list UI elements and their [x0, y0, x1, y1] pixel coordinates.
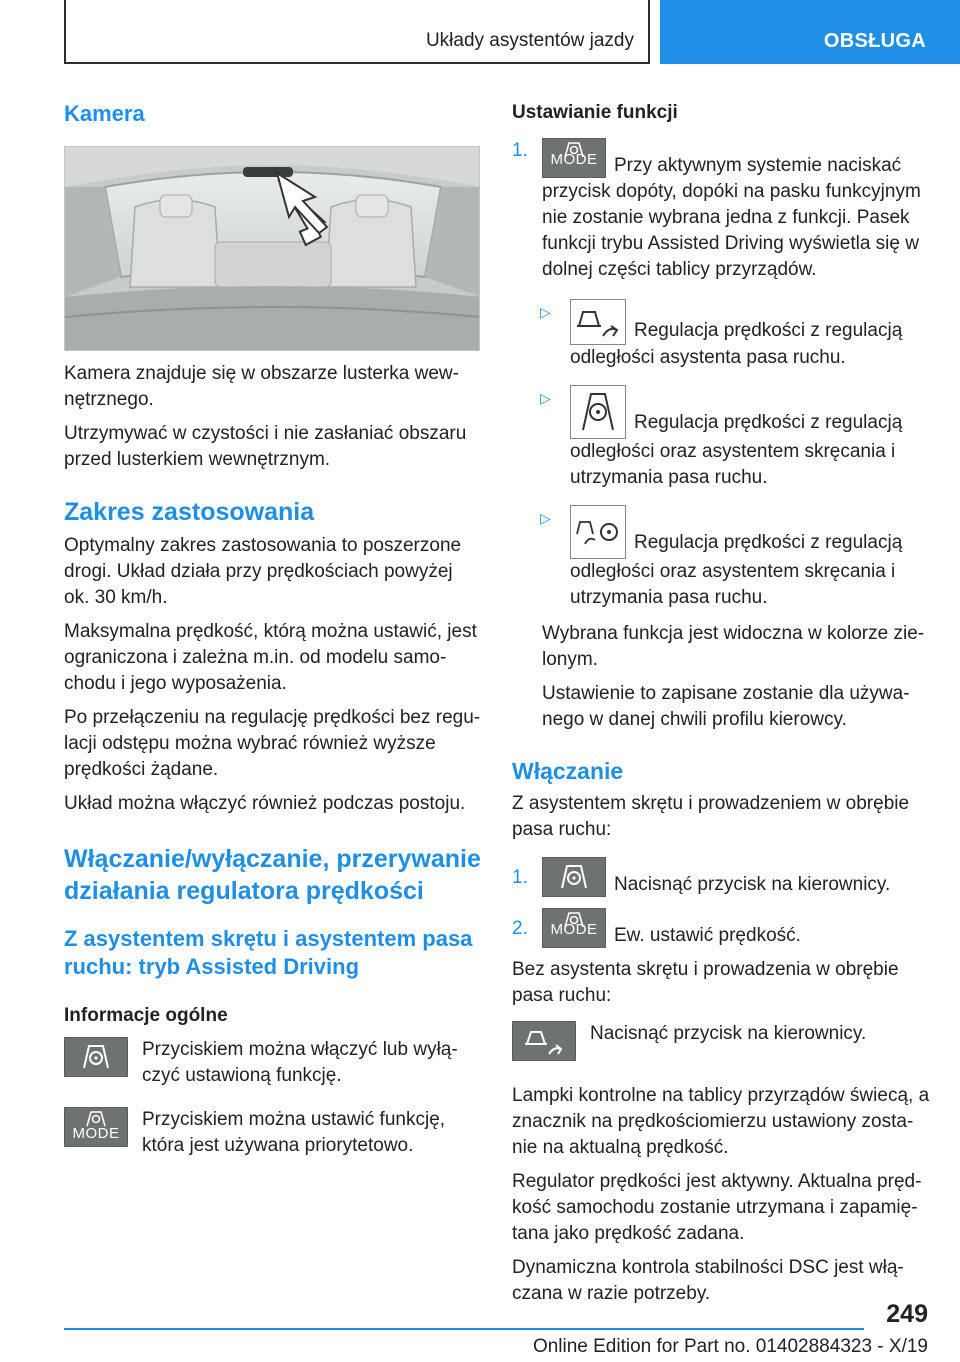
set-step-1-text	[542, 138, 932, 283]
function-bullet-2	[512, 385, 932, 491]
camera-paragraph-2: Utrzymywać w czystości i nie zasłaniać obszaru przed lusterkiem wewnętrznym.	[64, 423, 467, 470]
mode-label: MODE	[550, 921, 598, 938]
on-step-1-number: 1.	[512, 867, 528, 888]
range-paragraph-2: Maksymalna prędkość, którą można ustawić, jest ograniczona i zależna m.in. od modelu samo-chodu i jego wyposażenia.	[64, 621, 477, 694]
on-paragraph-4: Regulator prędkości jest aktywny. Aktualna pręd-kość samochodu zostanie utrzymana i zapamię-tana jako prędkość zadana.	[512, 1171, 922, 1244]
bullet-marker: ▷	[540, 390, 551, 406]
camera-heading: Kamera	[64, 101, 145, 126]
combined-assist-icon	[570, 505, 626, 559]
left-column	[64, 100, 482, 1159]
info-item-mode-text: Przyciskiem można ustawić funkcję, która jest używana priorytetowo.	[142, 1109, 446, 1156]
on-heading: Włączanie	[512, 758, 624, 784]
function-bullet-1-text: Regulacja prędkości z regulacją odległości asystenta pasa ruchu.	[570, 320, 903, 368]
right-column	[512, 100, 932, 1307]
mode-button-icon	[542, 908, 606, 948]
assisted-driving-button-icon	[64, 1037, 128, 1077]
bullet-marker: ▷	[540, 510, 551, 526]
onoff-heading: Włączanie/wyłączanie, przerywanie działania regulatora prędkości	[64, 845, 481, 905]
footer-edition: Online Edition for Part no. 01402884323 - X/19	[532, 1336, 928, 1357]
section-badge-label: OBSŁUGA	[823, 30, 926, 52]
bullet-marker: ▷	[540, 304, 551, 320]
footer-divider	[64, 1328, 864, 1330]
header-bar	[64, 0, 650, 64]
range-heading: Zakres zastosowania	[64, 498, 315, 526]
camera-paragraph-1: Kamera znajduje się w obszarze lusterka wew-nętrznego.	[64, 363, 459, 410]
section-badge	[660, 0, 960, 64]
set-step-1	[512, 138, 932, 283]
set-step-1-body: Przy aktywnym systemie naciskać przycisk dopóty, dopóki na pasku funkcyjnym nie zostanie wybrana jedna z funkcji. Pasek funkcji trybu Assisted Driving wyświetla się w dolnej części tablicy przyrządów.	[542, 155, 921, 280]
mode-label: MODE	[550, 151, 598, 168]
distance-control-icon	[570, 299, 626, 345]
on-paragraph-3: Lampki kontrolne na tablicy przyrządów świecą, a znacznik na prędkościomierzu ustawiony zosta-nie na aktualną prędkość.	[512, 1085, 930, 1158]
steering-lane-assist-icon	[570, 385, 626, 439]
on-item-text: Nacisnąć przycisk na kierownicy.	[590, 1023, 867, 1044]
function-bullet-3-text: Regulacja prędkości z regulacją odległości oraz asystentem skręcania i utrzymania pasa ruchu.	[570, 532, 903, 608]
set-step-1-number: 1.	[512, 140, 528, 161]
car-interior-illustration	[65, 147, 480, 351]
range-paragraph-3: Po przełączeniu na regulację prędkości bez regu-lacji odstępu można wybrać również wyższe prędkości żądane.	[64, 707, 481, 780]
on-step-1	[512, 857, 932, 898]
assisted-driving-button-icon	[542, 857, 606, 897]
on-paragraph-2: Bez asystenta skrętu i prowadzenia w obrębie pasa ruchu:	[512, 959, 899, 1006]
function-bullet-3	[512, 505, 932, 611]
mode-button-icon	[542, 138, 606, 178]
function-bullet-1	[512, 299, 932, 371]
on-step-2-number: 2.	[512, 918, 528, 939]
header-title: Układy asystentów jazdy	[425, 30, 634, 51]
on-paragraph-1: Z asystentem skrętu i prowadzeniem w obrębie pasa ruchu:	[512, 793, 910, 840]
mode-label: MODE	[72, 1125, 120, 1142]
info-heading: Informacje ogólne	[64, 1005, 228, 1026]
set-heading: Ustawianie funkcji	[512, 102, 678, 123]
info-item-mode	[64, 1107, 482, 1159]
after-paragraph-1: Wybrana funkcja jest widoczna w kolorze zie-lonym.	[542, 623, 925, 670]
camera-photo	[64, 146, 480, 351]
on-step-2	[512, 908, 932, 949]
on-paragraph-5: Dynamiczna kontrola stabilności DSC jest włą-czana w razie potrzeby.	[512, 1257, 904, 1304]
on-step-1-text: Nacisnąć przycisk na kierownicy.	[614, 874, 891, 895]
info-item-toggle	[64, 1037, 482, 1089]
on-item-distance	[512, 1021, 932, 1061]
assist-heading: Z asystentem skrętu i asystentem pasa ruchu: tryb Assisted Driving	[64, 926, 473, 979]
distance-control-button-icon	[512, 1021, 576, 1061]
page-number: 249	[886, 1300, 928, 1328]
info-item-toggle-text: Przyciskiem można włączyć lub wyłą-czyć ustawioną funkcję.	[142, 1039, 458, 1086]
after-paragraph-2: Ustawienie to zapisane zostanie dla używa-nego w danej chwili profilu kierowcy.	[542, 683, 910, 730]
range-paragraph-1: Optymalny zakres zastosowania to poszerzone drogi. Układ działa przy prędkościach powyżej ok. 30 km/h.	[64, 535, 462, 608]
mode-button-icon	[64, 1107, 128, 1147]
range-paragraph-4: Układ można włączyć również podczas postoju.	[64, 793, 466, 814]
on-step-2-text: Ew. ustawić prędkość.	[614, 925, 801, 946]
function-bullet-2-text: Regulacja prędkości z regulacją odległości oraz asystentem skręcania i utrzymania pasa ruchu.	[570, 412, 903, 488]
